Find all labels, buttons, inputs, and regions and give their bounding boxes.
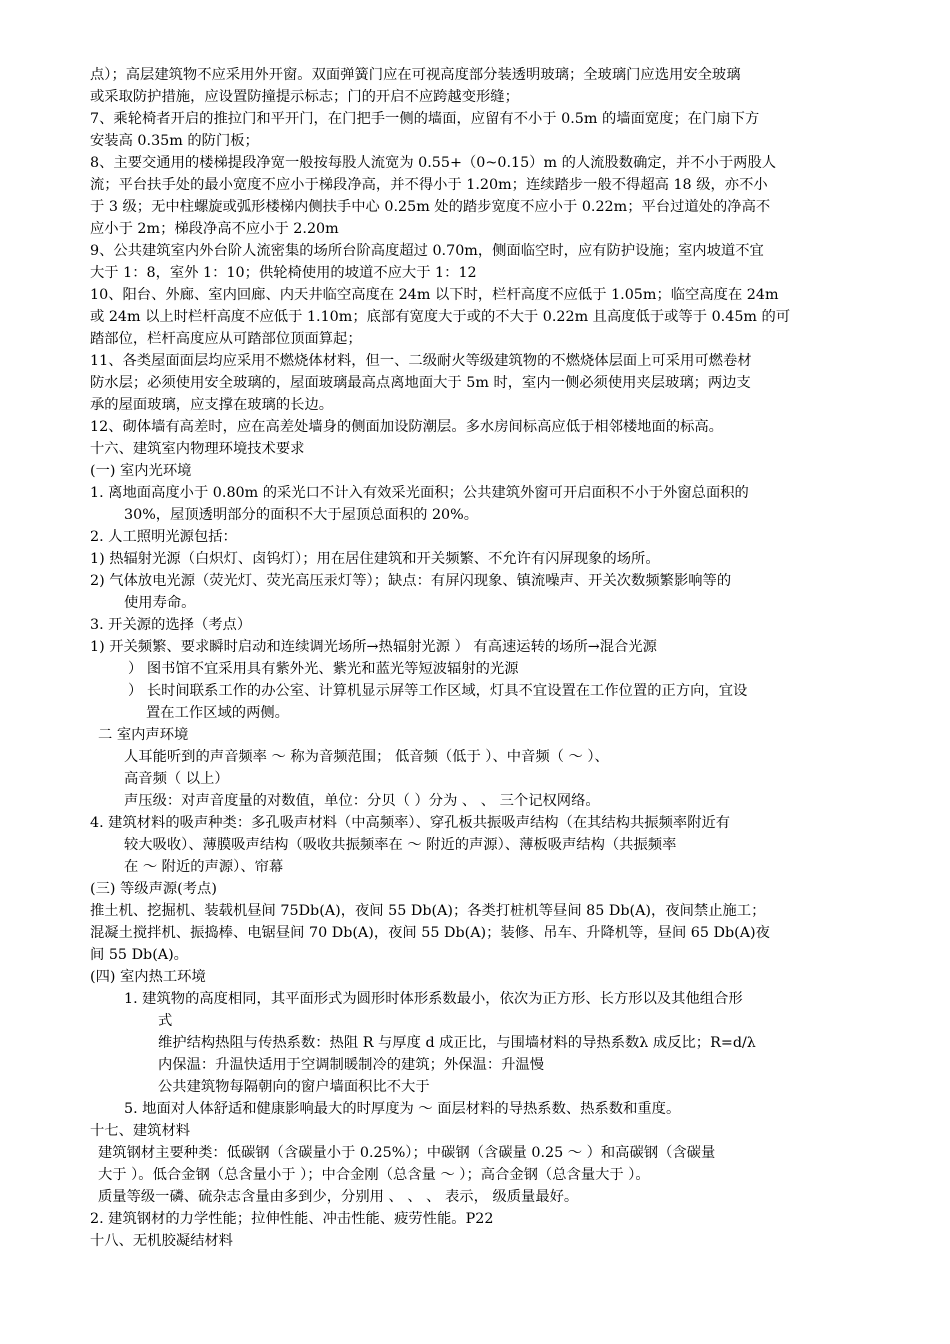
text-line: 12、砌体墙有高差时，应在高差处墙身的侧面加设防潮层。多水房间标高应低于相邻楼地面的标高。: [90, 419, 723, 435]
text-line: 二 室内声环境: [98, 727, 189, 743]
text-line: 8、主要交通用的楼梯提段净宽一般按每股人流宽为 0.55+（0~0.15）m 的人流股数确定，并不小于两股人: [90, 155, 777, 171]
text-line: 承的屋面玻璃，应支撑在玻璃的长边。: [90, 397, 334, 413]
text-line: 大于 1：8，室外 1：10；供轮椅使用的坡道不应大于 1：12: [90, 265, 477, 281]
text-line: 或 24m 以上时栏杆高度不应低于 1.10m；底部有宽度大于或的不大于 0.22m 且高度低于或等于 0.45m 的可: [90, 309, 791, 325]
text-line: 内保温：升温快适用于空调制暖制冷的建筑；外保温：升温慢: [158, 1057, 545, 1073]
text-line: ） 长时间联系工作的办公室、计算机显示屏等工作区域，灯具不宜设置在工作位置的正方向，宜设: [128, 683, 748, 699]
text-line: 7、乘轮椅者开启的推拉门和平开门，在门把手一侧的墙面，应留有不小于 0.5m 的墙面宽度；在门扇下方: [90, 111, 760, 127]
text-line: (三) 等级声源(考点): [90, 881, 217, 897]
text-line: 推土机、挖掘机、装载机昼间 75Db(A)，夜间 55 Db(A)；各类打桩机等昼间 85 Db(A)，夜间禁止施工；: [90, 903, 766, 919]
text-line: 11、各类屋面面层均应采用不燃烧体材料，但一、二级耐火等级建筑物的不燃烧体层面上可采用可燃卷材: [90, 353, 752, 369]
text-line: 流；平台扶手处的最小宽度不应小于梯段净高，并不得小于 1.20m；连续踏步一般不得超高 18 级，亦不小: [90, 177, 768, 193]
text-line: 使用寿命。: [124, 595, 196, 611]
text-line: 9、公共建筑室内外台阶人流密集的场所台阶高度超过 0.70m，侧面临空时，应有防护设施；室内坡道不宜: [90, 243, 764, 259]
text-line: 在 ～ 附近的声源）、帘幕: [124, 859, 284, 875]
text-line: (四) 室内热工环境: [90, 969, 206, 985]
text-line: 1) 热辐射光源（白炽灯、卤钨灯）；用在居住建筑和开关频繁、不允许有闪屏现象的场所。: [90, 551, 660, 567]
text-line: 2) 气体放电光源（荧光灯、荧光高压汞灯等）；缺点：有屏闪现象、镇流噪声、开关次数频繁影响等的: [90, 573, 732, 589]
text-line: 大于 ）。低合金钢（总含量小于 ）；中合金刚（总含量 ～ ）；高合金钢（总含量大于 ）。: [98, 1167, 650, 1183]
text-line: 置在工作区域的两侧。: [146, 705, 289, 721]
text-line: 2. 建筑钢材的力学性能；拉伸性能、冲击性能、疲劳性能。P22: [90, 1211, 494, 1227]
text-line: 十八、无机胶凝结材料: [90, 1233, 233, 1249]
text-line: 安装高 0.35m 的防门板；: [90, 133, 259, 149]
text-line: 十六、建筑室内物理环境技术要求: [90, 441, 305, 457]
text-line: 质量等级一磷、硫杂志含量由多到少，分别用 、 、 、 表示， 级质量最好。: [98, 1189, 579, 1205]
text-line: 于 3 级；无中柱螺旋或弧形楼梯内侧扶手中心 0.25m 处的踏步宽度不应小于 0.22m；平台过道处的净高不: [90, 199, 771, 215]
text-line: 或采取防护措施，应设置防撞提示标志；门的开启不应跨越变形缝；: [90, 89, 519, 105]
text-line: 混凝土搅拌机、振捣棒、电锯昼间 70 Db(A)，夜间 55 Db(A)；装修、吊车、升降机等，昼间 65 Db(A)夜: [90, 925, 770, 941]
text-line: 1. 建筑物的高度相同，其平面形式为圆形时体形系数最小，依次为正方形、长方形以及其他组合形: [124, 991, 743, 1007]
text-line: 踏部位，栏杆高度应从可踏部位顶面算起；: [90, 331, 362, 347]
text-line: ） 图书馆不宜采用具有紫外光、紫光和蓝光等短波辐射的光源: [128, 661, 519, 677]
text-line: (一) 室内光环境: [90, 463, 192, 479]
text-line: 防水层；必须使用安全玻璃的，屋面玻璃最高点离地面大于 5m 时，室内一侧必须使用夹层玻璃；两边支: [90, 375, 751, 391]
text-line: 30%，屋顶透明部分的面积不大于屋顶总面积的 20%。: [124, 507, 479, 523]
text-line: 建筑钢材主要种类：低碳钢（含碳量小于 0.25%）；中碳钢（含碳量 0.25 ～ ）和高碳钢（含碳量: [98, 1145, 716, 1161]
text-line: 公共建筑物每隔朝向的窗户墙面积比不大于: [158, 1079, 430, 1095]
text-line: 2. 人工照明光源包括：: [90, 529, 237, 545]
text-line: 间 55 Db(A)。: [90, 947, 188, 963]
text-line: 声压级：对声音度量的对数值，单位：分贝（ ）分为 、 、 三个记权网络。: [124, 793, 600, 809]
text-line: 点）；高层建筑物不应采用外开窗。双面弹簧门应在可视高度部分装透明玻璃；全玻璃门应选用安全玻璃: [90, 67, 741, 83]
text-line: 人耳能听到的声音频率 ～ 称为音频范围； 低音频（低于 ）、中音频（ ～ ）、: [124, 749, 609, 765]
text-line: 1. 离地面高度小于 0.80m 的采光口不计入有效采光面积；公共建筑外窗可开启面积不小于外窗总面积的: [90, 485, 749, 501]
text-line: 高音频（ 以上）: [124, 771, 229, 787]
text-line: 较大吸收）、薄膜吸声结构（吸收共振频率在 ～ 附近的声源）、薄板吸声结构（共振频率: [124, 837, 677, 853]
text-line: 应小于 2m；梯段净高不应小于 2.20m: [90, 221, 339, 237]
text-line: 10、阳台、外廊、室内回廊、内天井临空高度在 24m 以下时，栏杆高度不应低于 1.05m；临空高度在 24m: [90, 287, 779, 303]
text-line: 式: [158, 1013, 173, 1029]
text-line: 4. 建筑材料的吸声种类：多孔吸声材料（中高频率）、穿孔板共振吸声结构（在其结构共振频率附近有: [90, 815, 731, 831]
text-line: 十七、建筑材料: [90, 1123, 191, 1139]
text-line: 3. 开关源的选择（考点）: [90, 617, 252, 633]
text-line: 维护结构热阻与传热系数：热阻 R 与厚度 d 成正比，与围墙材料的导热系数λ 成反比；R=d/λ: [158, 1035, 756, 1051]
text-line: 1) 开关频繁、要求瞬时启动和连续调光场所→热辐射光源 ） 有高速运转的场所→混合光源: [90, 639, 657, 655]
text-line: 5. 地面对人体舒适和健康影响最大的时厚度为 ～ 面层材料的导热系数、热系数和重度。: [124, 1101, 681, 1117]
